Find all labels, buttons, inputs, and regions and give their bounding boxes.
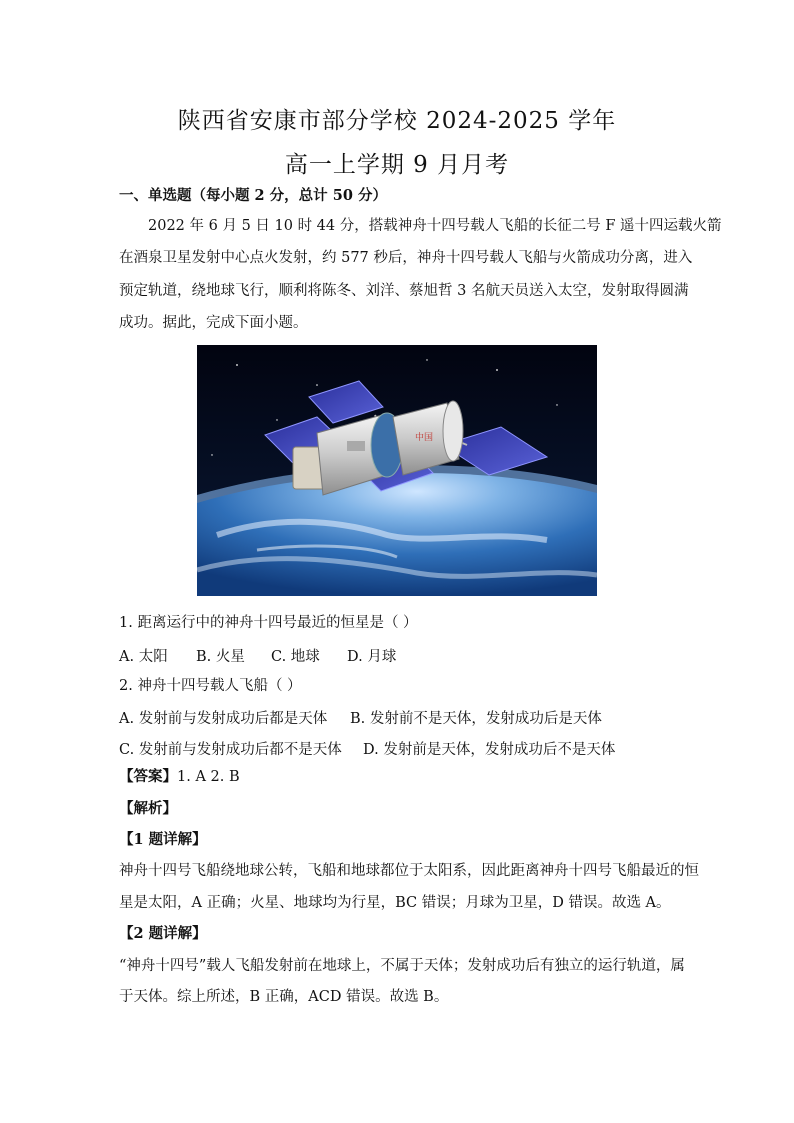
q1-option-a: A. 太阳 bbox=[119, 649, 168, 665]
passage-line-3: 预定轨道，绕地球飞行，顺利将陈冬、刘洋、蔡旭哲 3 名航天员送入太空，发射取得圆满 bbox=[119, 283, 689, 299]
q2-option-c: C. 发射前与发射成功后都不是天体 bbox=[119, 742, 342, 758]
analysis-label: 【解析】 bbox=[119, 800, 177, 817]
q1-stem: 1. 距离运行中的神舟十四号最近的恒星是（ ） bbox=[119, 615, 418, 631]
detail-1-line-1: 神舟十四号飞船绕地球公转，飞船和地球都位于太阳系，因此距离神舟十四号飞船最近的恒 bbox=[119, 863, 699, 879]
detail-2-line-2: 于天体。综上所述，B 正确，ACD 错误。故选 B。 bbox=[119, 989, 449, 1005]
detail-1-label: 【1 题详解】 bbox=[119, 831, 207, 848]
q2-option-b: B. 发射前不是天体，发射成功后是天体 bbox=[350, 711, 602, 727]
q2-option-a: A. 发射前与发射成功后都是天体 bbox=[119, 711, 328, 727]
document-title-line2: 高一上学期 9 月月考 bbox=[284, 152, 510, 178]
document-title-line1: 陕西省安康市部分学校 2024-2025 学年 bbox=[177, 108, 617, 134]
q1-option-c: C. 地球 bbox=[271, 649, 320, 665]
q1-option-b: B. 火星 bbox=[196, 649, 245, 665]
q2-stem: 2. 神舟十四号载人飞船（ ） bbox=[119, 678, 302, 694]
passage-line-4: 成功。据此，完成下面小题。 bbox=[119, 315, 308, 331]
answer-label: 【答案】 bbox=[119, 768, 177, 785]
answer-row bbox=[119, 767, 240, 787]
passage-line-1: 2022 年 6 月 5 日 10 时 44 分，搭载神舟十四号载人飞船的长征二号 F 遥十四运载火箭 bbox=[148, 218, 722, 234]
detail-1-line-2: 星是太阳，A 正确；火星、地球均为行星，BC 错误；月球为卫星，D 错误。故选 A。 bbox=[119, 895, 671, 911]
svg-text:中国: 中国 bbox=[415, 433, 434, 443]
detail-2-label: 【2 题详解】 bbox=[119, 925, 207, 942]
passage-line-2: 在酒泉卫星发射中心点火发射，约 577 秒后，神舟十四号载人飞船与火箭成功分离，进入 bbox=[119, 250, 693, 266]
section-heading: 一、单选题（每小题 2 分，总计 50 分） bbox=[119, 187, 387, 204]
answer-values: 1. A 2. B bbox=[177, 769, 240, 785]
detail-2-line-1: “神舟十四号”载人飞船发射前在地球上，不属于天体；发射成功后有独立的运行轨道，属 bbox=[119, 958, 685, 974]
q2-option-d: D. 发射前是天体，发射成功后不是天体 bbox=[363, 742, 616, 758]
q1-option-d: D. 月球 bbox=[347, 649, 397, 665]
spacecraft-over-earth-image bbox=[197, 345, 597, 596]
